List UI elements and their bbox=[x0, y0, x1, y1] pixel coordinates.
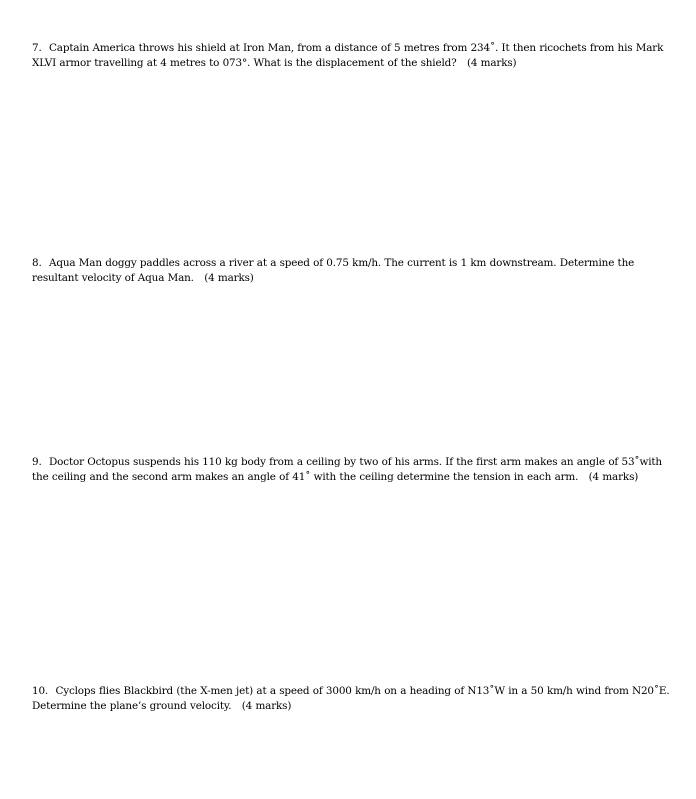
question-number: 8. bbox=[32, 257, 42, 269]
question-8 bbox=[32, 256, 680, 285]
question-10 bbox=[32, 684, 680, 713]
question-marks: (4 marks) bbox=[588, 470, 639, 483]
question-text: Aqua Man doggy paddles across a river at a speed of 0.75 km/h. The current is 1 km downstream. Determine the resultant velocity of Aqua Man. bbox=[32, 257, 635, 284]
question-7 bbox=[32, 41, 680, 70]
question-text: Doctor Octopus suspends his 110 kg body from a ceiling by two of his arms. If the first arm makes an angle of 53˚with the ceiling and the second arm makes an angle of 41˚ with the ceiling determine the tension in each arm. bbox=[32, 456, 662, 483]
question-number: 7. bbox=[32, 42, 42, 54]
question-text: Captain America throws his shield at Iron Man, from a distance of 5 metres from 234˚. It then ricochets from his Mark XLVI armor travelling at 4 metres to 073°. What is the displacement of the shield? bbox=[32, 42, 664, 69]
question-marks: (4 marks) bbox=[466, 56, 517, 69]
question-number: 9. bbox=[32, 456, 42, 468]
question-number: 10. bbox=[32, 685, 49, 697]
question-marks: (4 marks) bbox=[204, 271, 254, 284]
question-text: Cyclops flies Blackbird (the X-men jet) at a speed of 3000 km/h on a heading of N13˚W in a 50 km/h wind from N20˚E. Determine the plane’s ground velocity. bbox=[32, 685, 670, 712]
question-marks: (4 marks) bbox=[241, 699, 292, 712]
question-9 bbox=[32, 455, 680, 484]
